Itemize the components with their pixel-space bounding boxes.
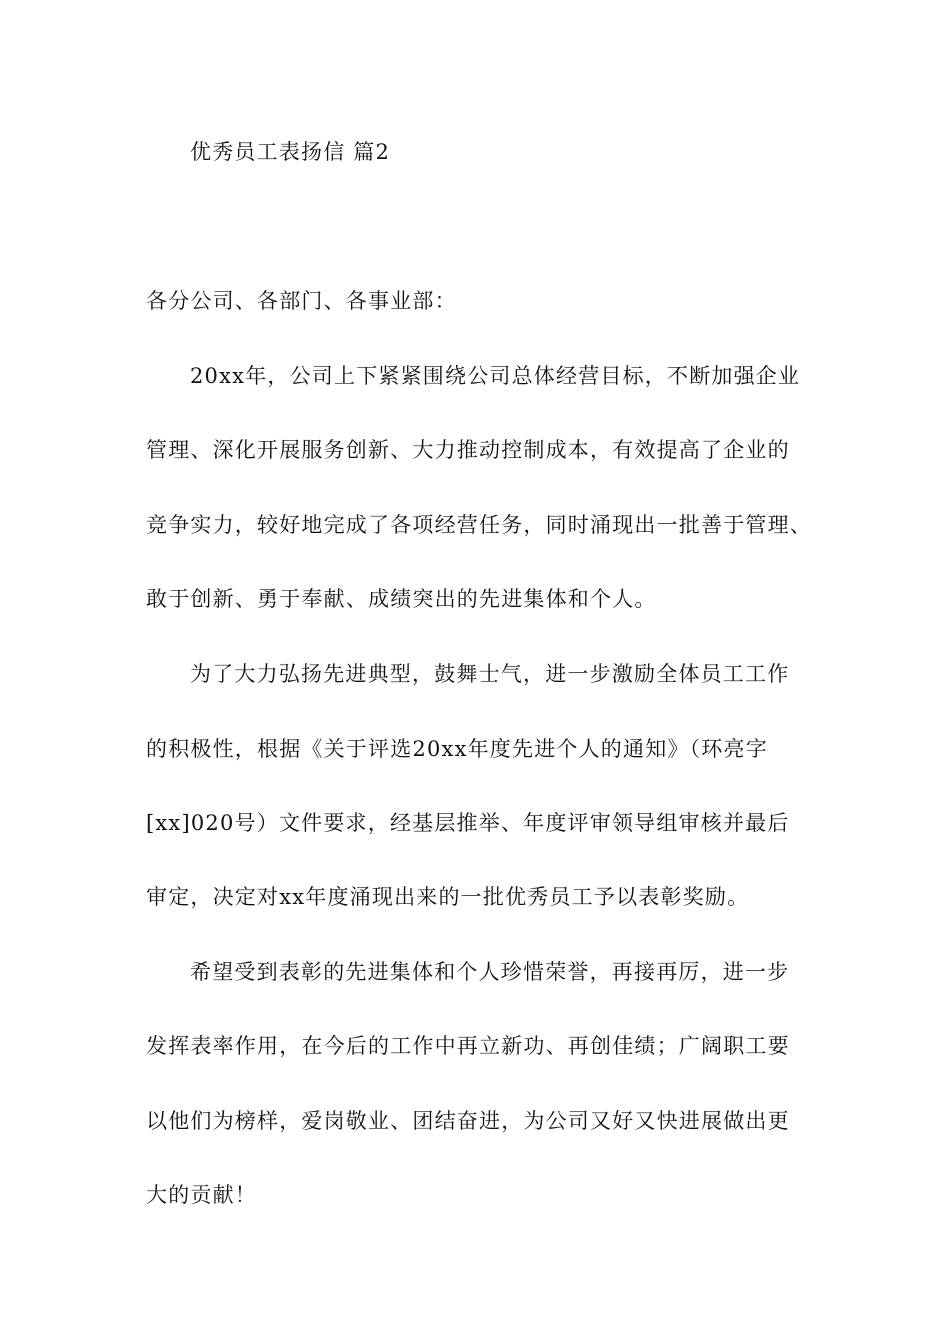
paragraph-1-line-2: 管理、深化开展服务创新、大力推动控制成本，有效提高了企业的 (146, 438, 790, 462)
paragraph-1-line-3: 竞争实力，较好地完成了各项经营任务，同时涌现出一批善于管理、 (146, 513, 812, 537)
paragraph-3-line-2: 发挥表率作用，在今后的工作中再立新功、再创佳绩；广阔职工要 (146, 1034, 790, 1058)
paragraph-2-line-2: 的积极性，根据《关于评选20xx年度先进个人的通知》（环亮字 (146, 737, 768, 761)
paragraph-2-line-1: 为了大力弘扬先进典型，鼓舞士气，进一步激励全体员工工作 (190, 662, 790, 686)
paragraph-2-line-3: [xx]020号）文件要求，经基层推举、年度评审领导组审核并最后 (146, 811, 790, 835)
paragraph-3-line-3: 以他们为榜样，爱岗敬业、团结奋进，为公司又好又快进展做出更 (146, 1109, 790, 1133)
paragraph-1-line-4: 敢于创新、勇于奉献、成绩突出的先进集体和个人。 (146, 587, 657, 611)
paragraph-1-line-1: 20xx年，公司上下紧紧围绕公司总体经营目标，不断加强企业 (190, 364, 801, 388)
document-title: 优秀员工表扬信 篇2 (190, 140, 391, 164)
paragraph-2-line-4: 审定，决定对xx年度涌现出来的一批优秀员工予以表彰奖励。 (146, 885, 750, 909)
paragraph-3-line-1: 希望受到表彰的先进集体和个人珍惜荣誉，再接再厉，进一步 (190, 960, 790, 984)
salutation: 各分公司、各部门、各事业部： (146, 289, 457, 313)
paragraph-3-line-4: 大的贡献！ (146, 1183, 257, 1207)
